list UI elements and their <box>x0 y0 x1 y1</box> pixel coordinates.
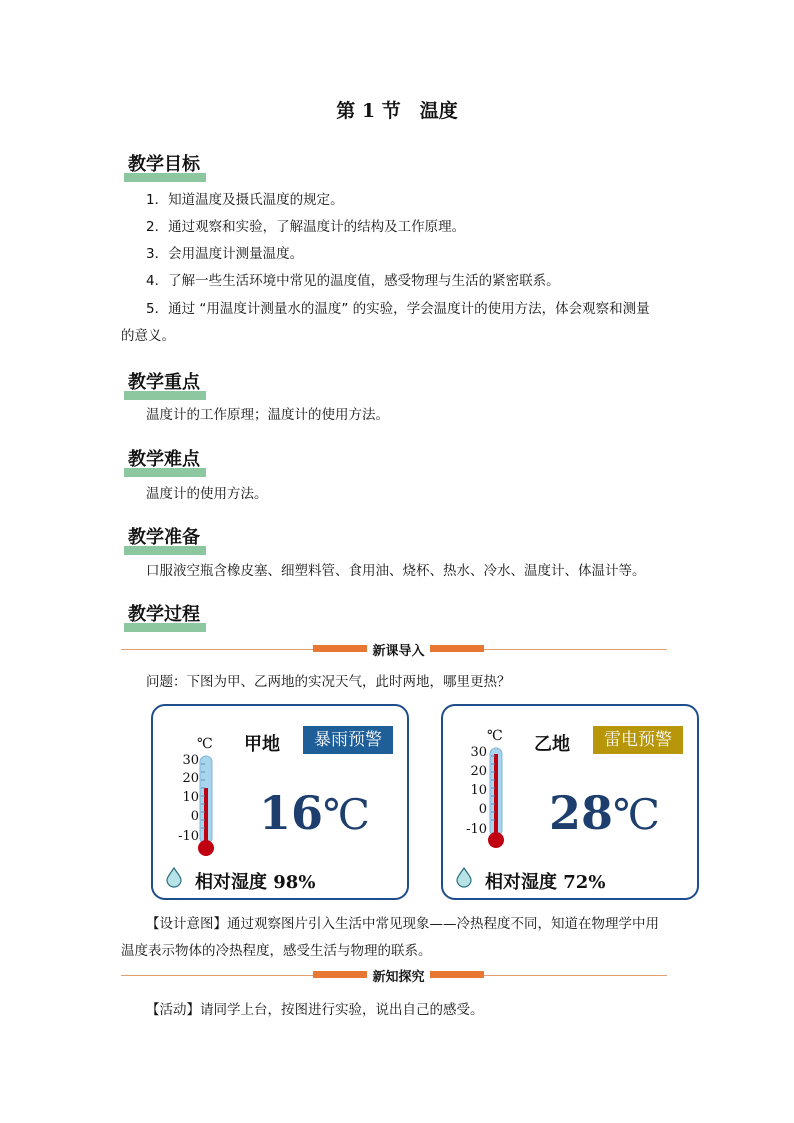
divider-new-knowledge: 新知探究 <box>121 966 667 984</box>
thermometer-icon <box>481 744 511 854</box>
tick-label: 10 <box>470 783 487 798</box>
place-name: 乙地 <box>534 734 570 755</box>
section-heading-difficulties: 教学难点 <box>128 445 200 471</box>
section-heading-preparation: 教学准备 <box>128 523 200 549</box>
tick-label: 0 <box>478 802 487 817</box>
tick-label: -10 <box>178 829 199 844</box>
tick-label: 10 <box>182 790 199 805</box>
objective-item: 4．了解一些生活环境中常见的温度值，感受物理与生活的紧密联系。 <box>146 273 560 289</box>
objective-item: 3．会用温度计测量温度。 <box>146 246 304 262</box>
tick-label: 20 <box>182 771 199 786</box>
weather-card-a <box>151 704 409 900</box>
preparation-text: 口服液空瓶含橡皮塞、细塑料管、食用油、烧杯、热水、冷水、温度计、体温计等。 <box>146 563 646 579</box>
tick-label: -10 <box>466 822 487 837</box>
warning-badge: 暴雨预警 <box>303 726 393 754</box>
warning-badge: 雷电预警 <box>593 726 683 754</box>
humidity-text: 相对湿度 72% <box>485 872 606 893</box>
section-heading-objectives: 教学目标 <box>128 150 200 176</box>
tick-label: 0 <box>190 809 199 824</box>
objective-item-continuation: 的意义。 <box>121 328 175 344</box>
tick-label: 20 <box>470 764 487 779</box>
question-text: 问题：下图为甲、乙两地的实况天气，此时两地，哪里更热？ <box>146 674 511 690</box>
water-drop-icon <box>455 866 473 888</box>
divider-new-lesson-intro: 新课导入 <box>121 640 667 658</box>
section-heading-process: 教学过程 <box>128 600 200 626</box>
thermometer-icon <box>191 752 221 862</box>
temperature-value: 16 <box>259 786 324 840</box>
objective-item: 1．知道温度及摄氏温度的规定。 <box>146 192 344 208</box>
design-intent-line: 【设计意图】通过观察图片引入生活中常见现象——冷热程度不同，知道在物理学中用 <box>146 916 659 932</box>
humidity-text: 相对湿度 98% <box>195 872 316 893</box>
section-heading-key-points: 教学重点 <box>128 368 200 394</box>
place-name: 甲地 <box>244 734 280 755</box>
activity-text: 【活动】请同学上台，按图进行实验，说出自己的感受。 <box>146 1002 484 1018</box>
page-title: 第 1 节 温度 <box>336 100 458 122</box>
tick-label: 30 <box>182 753 199 768</box>
weather-card-b <box>441 704 699 900</box>
temperature-unit: ℃ <box>323 790 370 839</box>
celsius-label: ℃ <box>197 736 213 752</box>
temperature-unit: ℃ <box>613 790 660 839</box>
design-intent-line: 温度表示物体的冷热程度，感受生活与物理的联系。 <box>121 943 432 959</box>
key-points-text: 温度计的工作原理；温度计的使用方法。 <box>146 407 389 423</box>
temperature-value: 28 <box>549 786 614 840</box>
celsius-label: ℃ <box>487 728 503 744</box>
objective-item: 5．通过 “用温度计测量水的温度” 的实验，学会温度计的使用方法，体会观察和测量 <box>146 301 650 317</box>
tick-label: 30 <box>470 745 487 760</box>
water-drop-icon <box>165 866 183 888</box>
objective-item: 2．通过观察和实验，了解温度计的结构及工作原理。 <box>146 219 466 235</box>
difficulties-text: 温度计的使用方法。 <box>146 486 268 502</box>
